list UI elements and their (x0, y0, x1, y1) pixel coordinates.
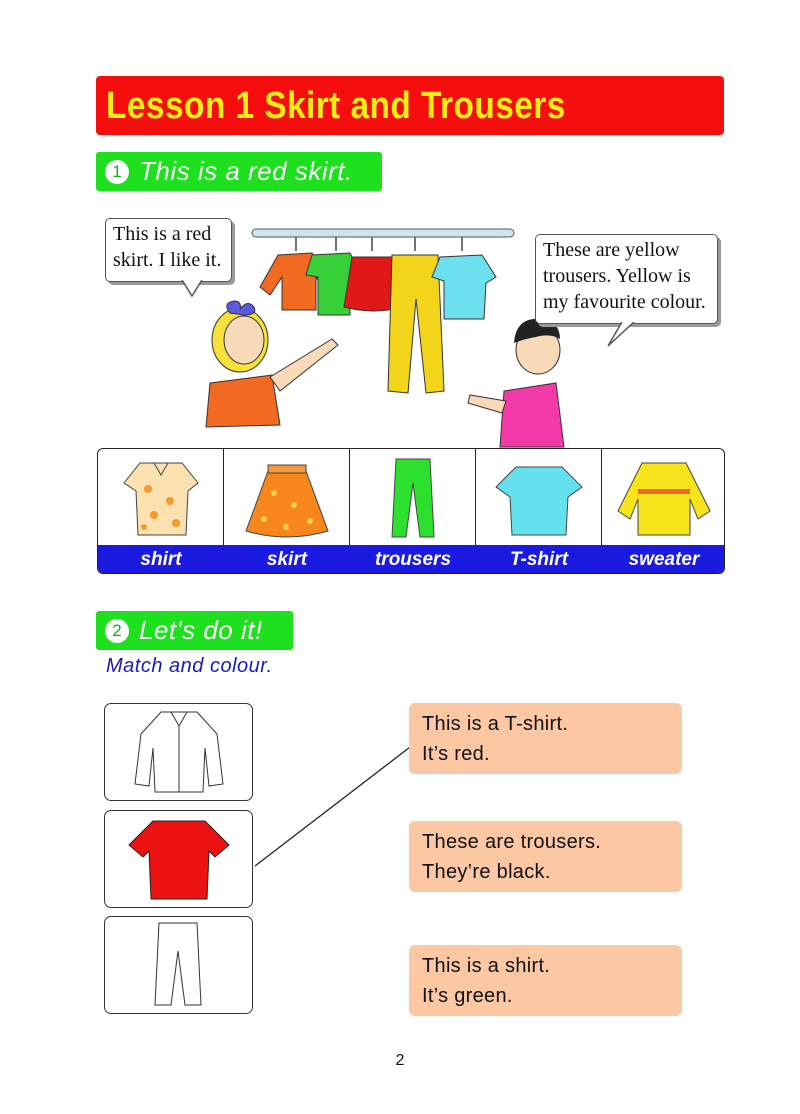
answer-1-line-2: It’s red. (422, 743, 490, 765)
vocabulary-strip (97, 448, 725, 574)
girl-speech-line-1: This is a red (113, 223, 212, 245)
answer-2-line-2: They’re black. (422, 861, 551, 883)
answer-box-3[interactable] (409, 945, 682, 1016)
outline-trousers-icon (105, 917, 251, 1012)
boy-speech-line-1: These are yellow (543, 239, 680, 261)
instruction-text: Match and colour. (106, 655, 273, 677)
answer-2-line-1: These are trousers. (422, 831, 602, 853)
girl-arm (270, 339, 338, 391)
picture-box-tshirt[interactable] (104, 810, 253, 908)
page-number: 2 (395, 1052, 405, 1069)
girl-bow-icon (227, 301, 255, 315)
vocab-cell-sweater (602, 449, 725, 545)
orange-skirt-icon (224, 449, 350, 545)
boy-speech-bubble (535, 234, 718, 324)
vocab-label-trousers: trousers (374, 549, 452, 570)
answer-box-2[interactable] (409, 821, 682, 892)
section2-title: Let's do it! (139, 615, 263, 645)
vocab-cell-skirt (224, 449, 350, 545)
blue-tshirt-icon (432, 255, 496, 319)
cyan-tshirt-icon (476, 449, 602, 545)
lesson-title: Lesson 1 Skirt and Trousers (106, 85, 566, 127)
section1-title: This is a red skirt. (139, 156, 353, 186)
vocab-label-shirt: shirt (140, 549, 182, 570)
boy-bubble-tail (604, 322, 644, 350)
boy-arm (468, 395, 506, 413)
picture-box-trousers[interactable] (104, 916, 253, 1014)
answer-1-line-1: This is a T-shirt. (422, 713, 569, 735)
girl-bubble-tail (180, 280, 210, 300)
picture-box-shirt[interactable] (104, 703, 253, 801)
girl-speech-line-2: skirt. I like it. (113, 249, 222, 271)
green-trousers-icon (350, 449, 476, 545)
answer-box-1[interactable] (409, 703, 682, 774)
girl-speech-bubble (105, 218, 232, 282)
yellow-sweater-icon (602, 449, 725, 545)
girl-face (224, 316, 264, 364)
red-tshirt-icon (105, 811, 251, 906)
boy-body (500, 383, 564, 447)
orange-shirt-icon (98, 449, 224, 545)
answer-3-line-2: It’s green. (422, 985, 513, 1007)
answer-3-line-1: This is a shirt. (422, 955, 551, 977)
vocab-cell-tshirt (476, 449, 602, 545)
boy-speech-line-2: trousers. Yellow is (543, 265, 691, 287)
section1-number: 1 (105, 160, 129, 184)
vocab-label-sweater: sweater (628, 549, 700, 570)
vocab-cell-trousers (350, 449, 476, 545)
boy-speech-line-3: my favourite colour. (543, 291, 706, 313)
clothes-rail (252, 229, 514, 237)
girl-body (206, 375, 280, 427)
vocab-label-skirt: skirt (266, 549, 308, 570)
section2-number: 2 (105, 619, 129, 643)
matching-line (250, 740, 420, 870)
outline-shirt-icon (105, 704, 251, 799)
vocab-label-tshirt: T-shirt (509, 549, 569, 570)
vocab-cell-shirt (98, 449, 224, 545)
clothes-rack-scene (200, 215, 570, 450)
